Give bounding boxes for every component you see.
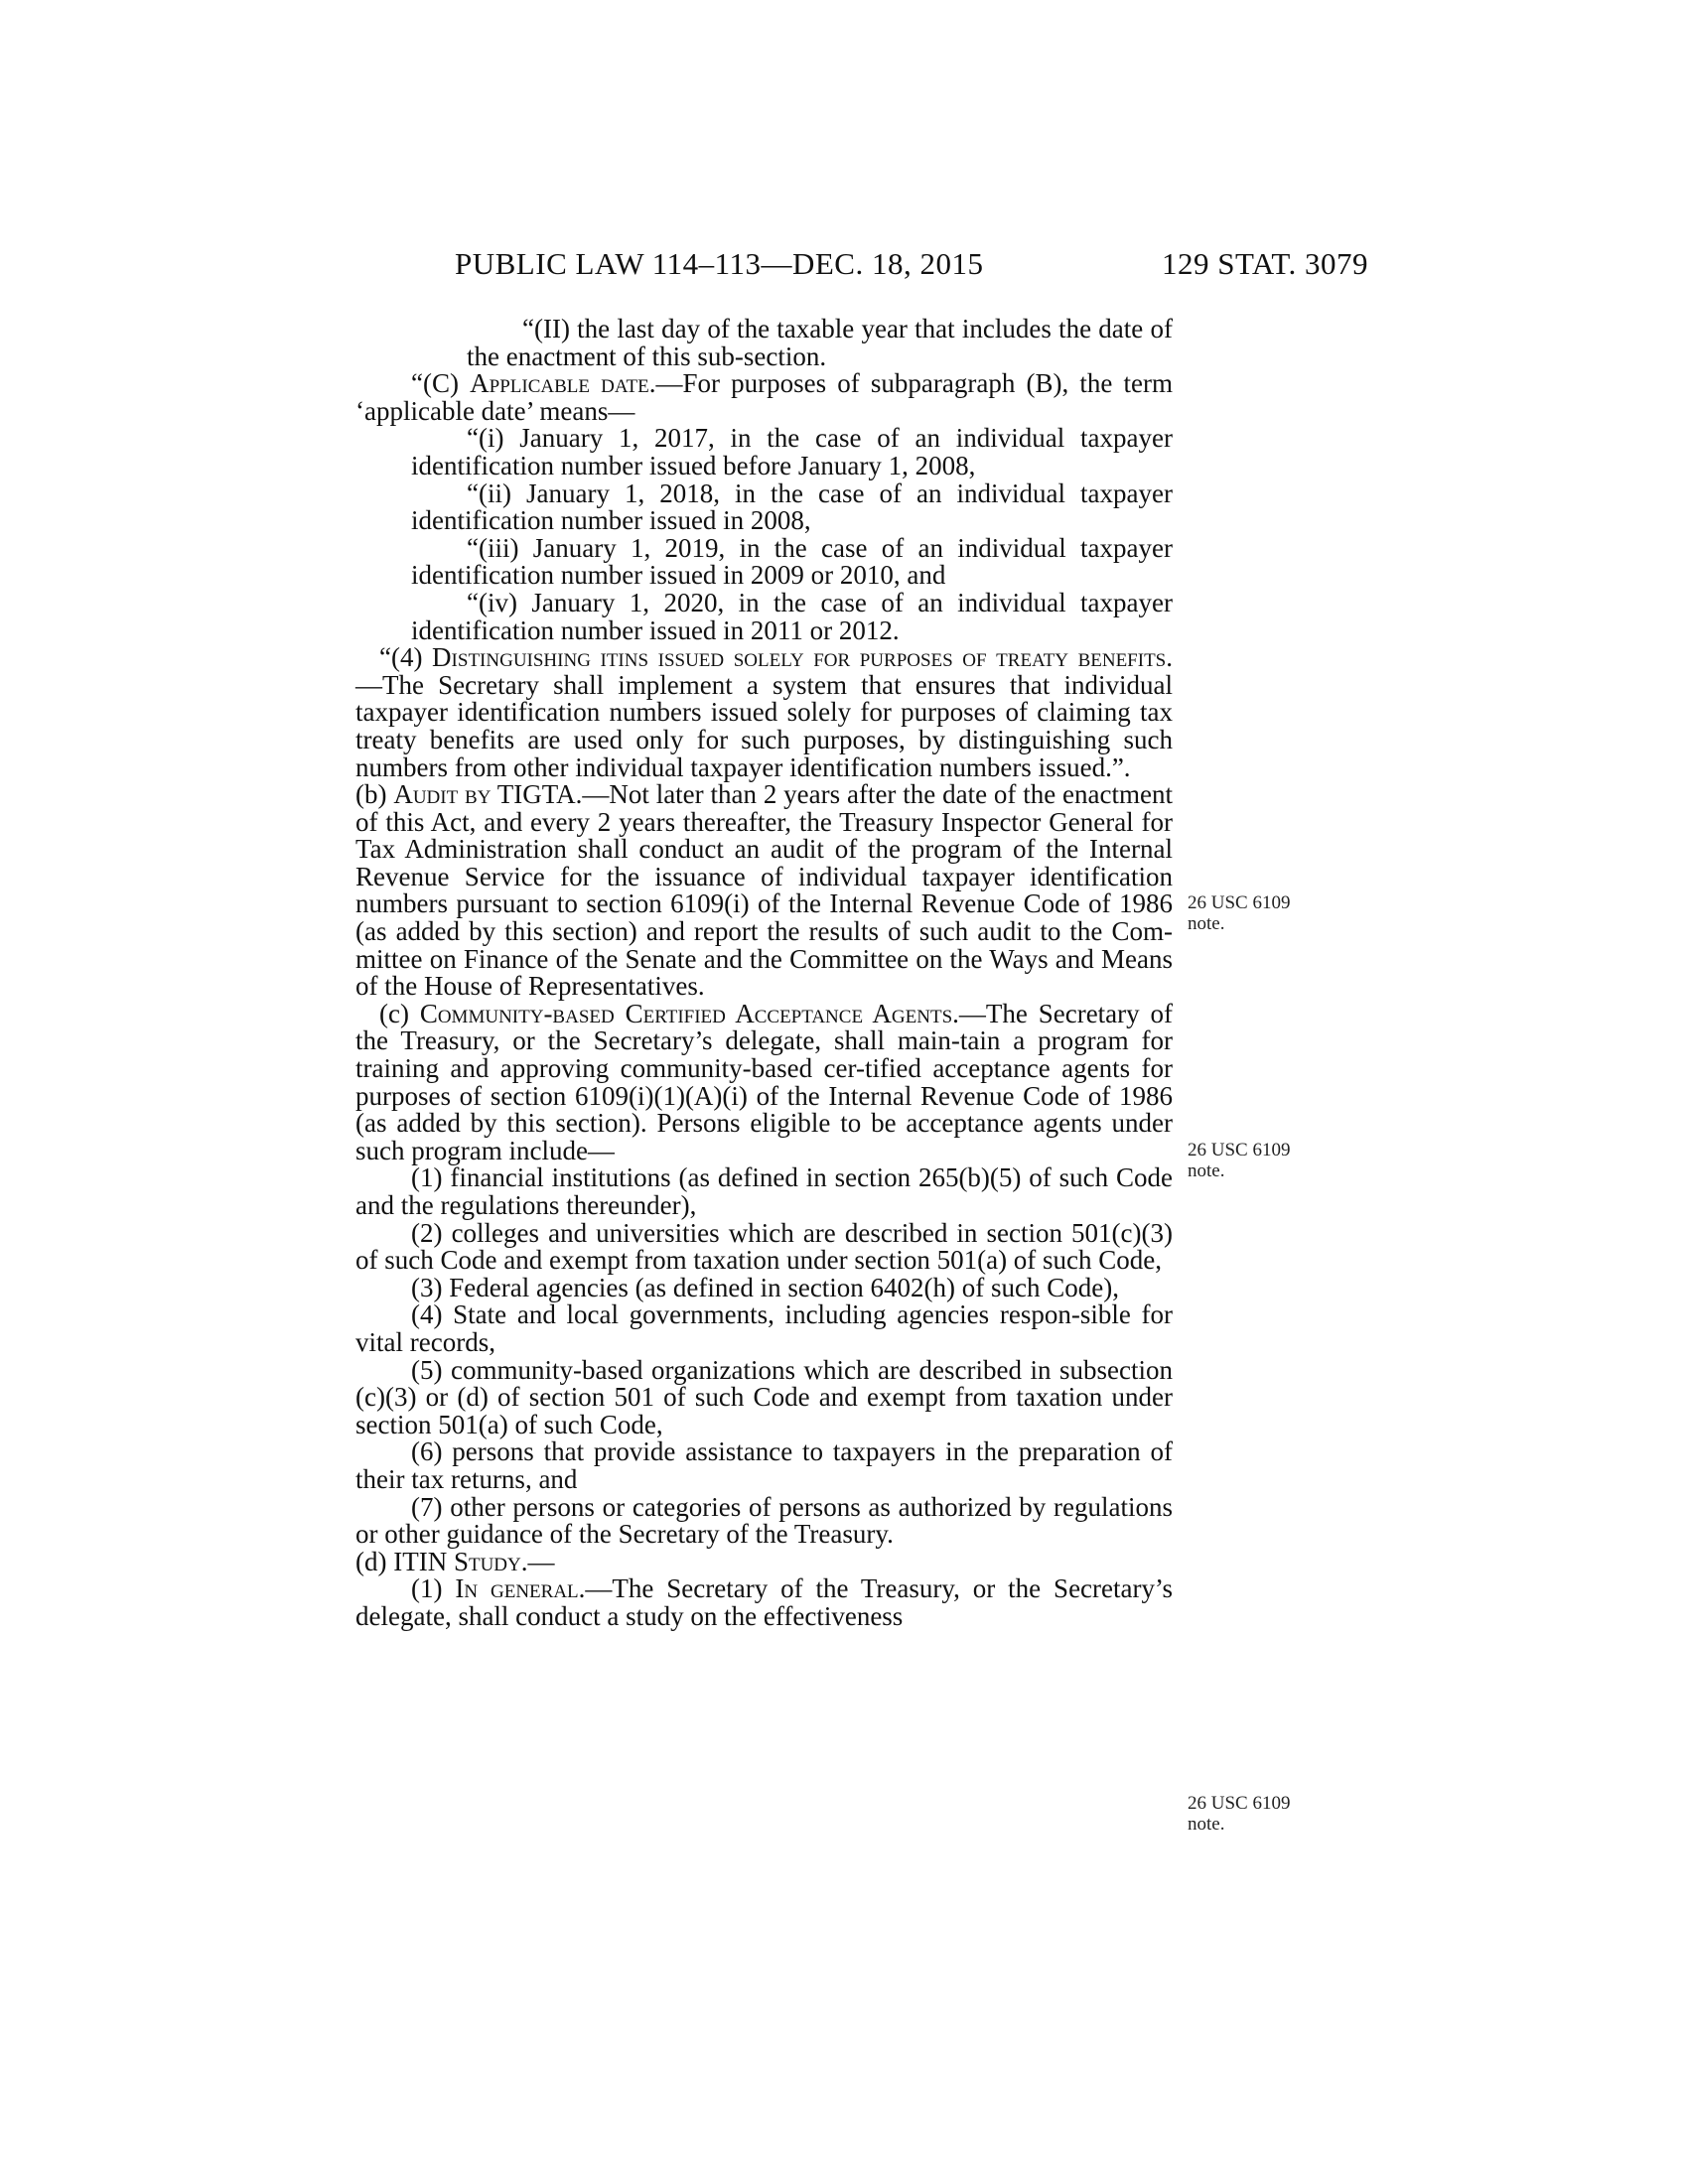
list-item-4: (4) State and local governments, including agencies respon-sible for vital records, [355, 1299, 1173, 1357]
subsection-d-heading: Study [453, 1546, 521, 1576]
subsection-c: (c) Community-based Certified Acceptance Agents.—The Secretary of the Treasury, or the Secretary’s delegate, shall main-tain a program for training and approving community-based cer-tified acceptance agents for purposes of section 6109(i)(1)(A)(i) of the Internal Revenue Code of 1986 (as added by this section). Persons eligible to be acceptance agents under such program include— [355, 998, 1173, 1165]
list-item-1: (1) financial institutions (as defined in section 265(b)(5) of such Code and the regulations thereunder), [355, 1162, 1173, 1220]
paragraph-4: “(4) Distinguishing itins issued solely for purposes of treaty benefits.—The Secretary shall implement a system that ensures that individual taxpayer identification numbers issued solely for purposes of claiming tax treaty benefits are used only for such purposes, by distinguishing such numbers from other individual taxpayer identification numbers issued.”. [355, 642, 1173, 782]
list-item-5: (5) community-based organizations which are described in subsection (c)(3) or (d) of section 501 of such Code and exempt from taxation under section 501(a) of such Code, [355, 1354, 1173, 1439]
paragraph-4-heading: Distinguishing itins issued solely for purposes of treaty benefits [432, 642, 1167, 673]
margin-note-b [1188, 892, 1336, 934]
list-item-3: (3) Federal agencies (as defined in section 6402(h) of such Code), [411, 1272, 1120, 1302]
margin-note-b-label: note. [1188, 913, 1225, 934]
list-item-2: (2) colleges and universities which are described in section 501(c)(3) of such Code and exempt from taxation under section 501(a) of such Code, [355, 1217, 1173, 1276]
subparagraph-c-heading: Applicable date [470, 368, 649, 399]
margin-note-c [1188, 1140, 1336, 1181]
margin-note-b-citation: 26 USC 6109 [1188, 892, 1291, 913]
subsection-d-paragraph-1-heading: In general [455, 1573, 579, 1604]
subsection-d-paragraph-1: (1) In general.—The Secretary of the Treasury, or the Secretary’s delegate, shall conduct a study on the effectiveness [355, 1573, 1173, 1631]
clause-ii-date: “(ii) January 1, 2018, in the case of an individual taxpayer identification number issued in 2008, [411, 478, 1173, 536]
subparagraph-c: “(C) Applicable date.—For purposes of subparagraph (B), the term ‘applicable date’ means— [355, 368, 1173, 426]
subsection-d: (d) ITIN Study.— [355, 1546, 555, 1576]
clause-iii: “(iii) January 1, 2019, in the case of an individual taxpayer identification number issued in 2009 or 2010, and [411, 532, 1173, 591]
clause-iv: “(iv) January 1, 2020, in the case of an individual taxpayer identification number issued in 2011 or 2012. [411, 587, 1173, 645]
page-number: 129 STAT. 3079 [1161, 246, 1368, 281]
running-head: PUBLIC LAW 114–113—DEC. 18, 2015 [455, 246, 984, 281]
list-item-6: (6) persons that provide assistance to taxpayers in the preparation of their tax returns, and [355, 1436, 1173, 1494]
page-header [455, 246, 1368, 286]
document-body [355, 316, 1173, 1631]
list-item-7: (7) other persons or categories of persons as authorized by regulations or other guidance of the Secretary of the Treasury. [355, 1491, 1173, 1550]
margin-note-d [1188, 1793, 1336, 1835]
clause-ii: “(II) the last day of the taxable year that includes the date of the enactment of this sub-section. [467, 314, 1173, 371]
subsection-b: (b) Audit by TIGTA.—Not later than 2 years after the date of the enactment of this Act, and every 2 years thereafter, the Treasury Inspector General for Tax Administration shall conduct an audit of the program of the Internal Revenue Service for the issuance of individual taxpayer identification numbers pursuant to section 6109(i) of the Internal Revenue Code of 1986 (as added by this section) and report the results of such audit to the Com-mittee on Finance of the Senate and the Committee on the Ways and Means of the House of Representatives. [355, 779, 1173, 1002]
clause-i: “(i) January 1, 2017, in the case of an individual taxpayer identification number issued before January 1, 2008, [411, 423, 1173, 480]
margin-note-c-citation: 26 USC 6109 [1188, 1140, 1291, 1160]
margin-note-d-citation: 26 USC 6109 [1188, 1793, 1291, 1814]
margin-note-d-label: note. [1188, 1814, 1225, 1835]
subsection-b-heading: Audit by [393, 779, 492, 810]
subsection-c-heading: Community-based Certified Acceptance Agents [419, 998, 953, 1028]
margin-note-c-label: note. [1188, 1160, 1225, 1181]
